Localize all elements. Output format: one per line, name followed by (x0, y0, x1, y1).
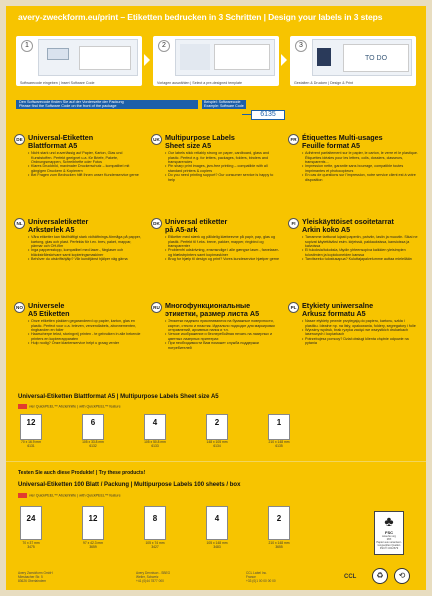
code-connector (242, 114, 251, 115)
lang-item: • Tarramme tarttuvat lujasti paperiin, pahviin, lasiin ja muoviin. Sikai ne sopivat käytettäviksi esim. kirjeissä, pakkauksissa, kansioissa ja kalvoissa (302, 235, 418, 248)
lang-block-se (14, 218, 144, 262)
sheet-count: 24 (26, 514, 36, 523)
sheet-code: 3483 (213, 545, 221, 549)
section2-sheets (18, 506, 318, 549)
lang-block-fr (288, 134, 418, 182)
quickpeel-icon (18, 404, 27, 409)
lang-block-dk (151, 218, 281, 262)
sheet-count: 8 (152, 514, 158, 523)
sheet-label (80, 541, 106, 549)
lang-item: • Pin sharp print images, jam-free printing – compatible with all standard printers & copiers (165, 164, 281, 173)
sheet-code: 3427 (151, 545, 159, 549)
lang-item: • Behöver du utskriftshjälp? Vår kundtjänst hjälper väg gärna (28, 257, 144, 261)
header-title: avery-zweckform.eu/print – Etiketten bedrucken in 3 Schritten | Design your labels in 3 steps (18, 12, 383, 22)
lang-block-ru (151, 302, 281, 350)
lang-list (302, 151, 418, 182)
sheet-thumb (82, 506, 104, 540)
sheet-thumb (20, 506, 42, 540)
section2-tag (18, 493, 121, 500)
fsc-desc: Papier aus verantwor-tungsvollen Quellen (376, 541, 402, 547)
lang-list (28, 319, 144, 345)
lang-item: • Ei tukoksia/tukoksia, täydin yhteensopiva kaikkien yleisimpien tulostimien ja kopiokoneiden kanssa (302, 248, 418, 257)
sheet-label (266, 541, 292, 549)
lang-item: • En cas de questions sur l'impression, notre service client est à votre disposition (302, 173, 418, 182)
lang-list (28, 235, 144, 261)
step-number: 3 (295, 40, 307, 52)
lang-badge: PL (288, 302, 299, 313)
fsc-url: www.fsc.org (382, 535, 396, 538)
step-1-screenshot (38, 39, 138, 76)
sheet-size: 105 x 74 mm (145, 541, 165, 545)
lang-block-pl (288, 302, 418, 346)
lang-item: • Brug for hjælp til design og print? Vores kundeservice hjælper gerne (165, 257, 281, 261)
lang-item: • Våra etiketter kan fäst/häftigt stark vidhäftnings-förmåga på papper, kartong, glas och plast. Perfekta för t.ex. brev, paket, mappar, pärmar och OH-film (28, 235, 144, 248)
lang-list (165, 151, 281, 182)
section1-tag (18, 404, 121, 411)
lang-title: Etykiety uniwersalne Arkusz formatu A5 (302, 301, 374, 318)
label-sheet-page (6, 6, 426, 590)
tree-icon: ♣ (384, 513, 394, 529)
lang-item: • Do you need printing support? Our consumer service is happy to help (165, 173, 281, 182)
footer-address-2: Avery Dennison - SBEG Weiler, Schweiz +41 (0)44 7877 000 (136, 571, 171, 583)
sheet-label (142, 541, 168, 549)
lang-item: • Haarscherpe tekst, storingvrij printen - te gebruiken in alle bekende printers en kopieerapparaten (28, 332, 144, 341)
lang-item: • Etiketter med stærk og pålidelig klæbeevne på papir, pap, glas og plastik. Perfekt til f.eks. breve, pakker, mapper, ringbind og transparenter (165, 235, 281, 248)
step-1 (16, 36, 142, 86)
footer-address-3: CCL Label Inc. France +33 (0)1 00 00 00 00 (246, 571, 276, 583)
recycle-icon: ♻ (372, 568, 388, 584)
sheet-code: 6131 (27, 444, 35, 448)
divider (6, 461, 426, 462)
step-3-screenshot (312, 39, 412, 76)
code-info-text-de: Den Softwarecode finden Sie auf der Vorderseite der Packung (19, 100, 124, 104)
sheet-size: 105 x 148 mm (206, 541, 228, 545)
lang-list (28, 151, 144, 177)
sheet-size: 210 x 148 mm (268, 541, 290, 545)
triman-icon: ⟲ (394, 568, 410, 584)
sheet-thumb (144, 414, 166, 440)
sheet-code: 6133 (151, 444, 159, 448)
lang-item: • Четкое изображение и бесперебойная печать на лазерных и цветных лазерных принтерах (165, 332, 281, 341)
step-number: 2 (158, 40, 170, 52)
sheet-code: 3655 (275, 545, 283, 549)
code-example (202, 100, 246, 109)
sheet-code: 3659 (89, 545, 97, 549)
sheet-code: 6134 (213, 444, 221, 448)
sheet-count: 2 (214, 418, 220, 427)
sheet-count: 4 (152, 418, 158, 427)
code-example-de: Beispiel: Softwarecode (204, 100, 241, 104)
lang-list (302, 235, 418, 261)
section2-tag-text: vier QuickPEEL™ Abziehhilfe | with QuickPEEL™ feature (29, 493, 121, 498)
lang-item: • Problemfri udskrivning, ensmsndige i alle gængse laser-, farvelaser- og blækstrpinters samt kopimaskiner (165, 248, 281, 257)
fsc-label: FSC (385, 530, 393, 535)
footer-address-1: Avery Zweckform GmbH Miesbacher Str. 5 83626 Oberlaindern (18, 571, 53, 583)
code-info-text-en: Please find the Software Code on the front of the package (19, 103, 117, 108)
sheet-size: 105 x 50.8 mm (144, 440, 166, 444)
code-info-de (16, 100, 198, 109)
step-2-screenshot (175, 39, 275, 76)
lang-block-nl (14, 302, 144, 346)
test-note: Testen Sie auch diese Produkte! | Try these products! (18, 470, 146, 476)
sheet-size: 70 x 37 mm (22, 541, 40, 545)
software-code-box: 6135 (251, 110, 285, 120)
sheet-code: 3475 (27, 545, 35, 549)
lang-title: Étiquettes Multi-usages Feuille format A5 (302, 133, 383, 150)
sheet-count: 2 (276, 514, 282, 523)
lang-block-uk (151, 134, 281, 182)
step-caption: Vorlagen auswählen | Select a pre-designed template (157, 81, 243, 85)
lang-badge: UK (151, 134, 162, 145)
step-2 (153, 36, 279, 86)
sheet-label (80, 440, 106, 448)
sheet-size: 148 x 105 mm (206, 440, 228, 444)
sheet-thumb (82, 414, 104, 440)
sheet-size: 70 x 16.9 mm (21, 440, 41, 444)
sheet-count: 12 (88, 514, 98, 523)
sheet-label (18, 440, 44, 448)
lang-item: • Nasze etykiety pewnie przylegają do papieru, kartonu, szkła i plastiku. Idealne np. na listy, opakowania, foldery, segregatory i folie (302, 319, 418, 328)
lang-badge: FR (288, 134, 299, 145)
sheet-size: 97 x 42.3 mm (83, 541, 103, 545)
section1-title: Universal-Etiketten Blattformat A5 | Multipurpose Labels Sheet size A5 (18, 394, 219, 400)
lang-badge: FI (288, 218, 299, 229)
fsc-mix: MIX (386, 538, 392, 541)
lang-item: • Wyraźny wydruk, brak ryzyka zacięć we wszystkich drukarkach laserowych i kopiarkach (302, 328, 418, 337)
lang-item: • Potrzebujesz pomocy? Dział obsługi klienta chętnie odpowie na pytania (302, 337, 418, 346)
sheet-label (18, 541, 44, 549)
lang-block-fi (288, 218, 418, 262)
sheet-count: 1 (276, 418, 282, 427)
sheet-thumb (268, 414, 290, 440)
sheet-thumb (20, 414, 42, 440)
ccl-logo: CCL (344, 574, 357, 580)
fsc-logo (374, 511, 404, 555)
lang-badge: DK (151, 218, 162, 229)
lang-item: • Impression nette, garantie sans bourrage, compatible toutes imprimantes et photocopieurs (302, 164, 418, 173)
quickpeel-icon (18, 493, 27, 498)
lang-title: Universal etiketter på A5-ark (165, 217, 228, 234)
lang-title: Universele A5 Etiketten (28, 301, 70, 318)
lang-item: • Inga pappersstopp, kompatibel med laser-, färglaser och bläckstråleskrivare samt kopieringsmaskiner (28, 248, 144, 257)
sheet-label (266, 440, 292, 448)
lang-item: • Nicht stark und zuverlässig auf Papier, Karton, Glas und Kunststoffen. Perfekt geeignet u.a. für Briefe, Pakete, Ordnungsmappen, Schreibhefte oder Fotos (28, 151, 144, 164)
lang-item: • Этикетки надежно приклеиваются на бумажные поверхности, картон, стекло и пластик. Идеально подходят для маркировки отправлений, архивных папок и т.п. (165, 319, 281, 332)
sheet-size: 210 x 148 mm (268, 440, 290, 444)
sheet-thumb (268, 506, 290, 540)
lang-title: Multipurpose Labels Sheet size A5 (165, 133, 235, 150)
lang-item: • Hulp nodig? Onze klantenservice helpt u graag verder (28, 341, 144, 345)
sheet-thumb (206, 506, 228, 540)
header-bar (6, 6, 426, 28)
lang-list (165, 235, 281, 261)
sheet-label (204, 440, 230, 448)
lang-title: Многофункциональные этикетки, размер листа A5 (165, 301, 260, 318)
lang-item: • Adhèrent parfaitement sur le papier, le carton, le verre et le plastique. Étiquettes idéales pour les lettres, colis, dossiers, classeurs, transparents… (302, 151, 418, 164)
lang-item: • При необходимости Вам поможет служба поддержки потребителей (165, 341, 281, 350)
lang-list (165, 319, 281, 350)
lang-list (302, 319, 418, 345)
section1-sheets (18, 414, 318, 448)
lang-item: • Klares Druckbild, maximaler Druckerschutz – kompatibel mit gängigen Druckern & Kopierern (28, 164, 144, 173)
sheet-label (204, 541, 230, 549)
lang-item: • Tarvitseeko tulostusapua? Kuluttajapalvelumme auttaa mielellään (302, 257, 418, 261)
lang-item: • Bei Fragen zum Bedrucken hilft Ihnen unser Kundenservice gerne (28, 173, 144, 177)
lang-badge: DE (14, 134, 25, 145)
sheet-thumb (206, 414, 228, 440)
step-3-preview-text: TO DO (343, 44, 409, 72)
sheet-label (142, 440, 168, 448)
lang-block-de (14, 134, 144, 178)
section2-title: Universal-Etiketten 100 Blatt / Packung | Multipurpose Labels 100 sheets / box (18, 482, 241, 488)
sheet-thumb (144, 506, 166, 540)
step-caption: Gestalten & Drucken | Design & Print (294, 81, 354, 85)
lang-badge: NL (14, 218, 25, 229)
sheet-code: 6132 (89, 444, 97, 448)
steps-row (16, 36, 416, 96)
step-3 (290, 36, 416, 86)
step-number: 1 (21, 40, 33, 52)
arrow-icon (281, 54, 287, 66)
arrow-icon (144, 54, 150, 66)
lang-item: • Onze etiketten plakken gegarandeerd op papier, karton, glas en plastic. Perfect voor o.a. brieven, verzendlabels, abonnementen, ringbanden en folier (28, 319, 144, 332)
language-sections (14, 134, 418, 384)
fsc-code: FSC® C012679 (379, 547, 399, 550)
lang-title: Universal-Etiketten Blattformat A5 (28, 133, 94, 150)
sheet-count: 6 (90, 418, 96, 427)
code-example-en: Example: Software Code (204, 103, 244, 108)
sheet-size: 105 x 33.8 mm (82, 440, 104, 444)
sheet-code: 6135 (275, 444, 283, 448)
lang-title: Yleiskäyttöiset osoitetarrat Arkin koko A5 (302, 217, 394, 234)
lang-badge: RU (151, 302, 162, 313)
step-caption: Softwarecode eingeben | Insert Software Code (20, 81, 95, 85)
section1-tag-text: vier QuickPEEL™ Abziehhilfe | with QuickPEEL™ feature (29, 404, 121, 409)
sheet-count: 12 (26, 418, 36, 427)
lang-title: Universaletiketter Arkstørlek A5 (28, 217, 89, 234)
lang-item: • Our labels stick reliably strong on paper, cardboard, glass and plastic. Perfect e.g. for letters, packages, folders, binders and transparencies (165, 151, 281, 164)
sheet-count: 4 (214, 514, 220, 523)
lang-badge: NO (14, 302, 25, 313)
